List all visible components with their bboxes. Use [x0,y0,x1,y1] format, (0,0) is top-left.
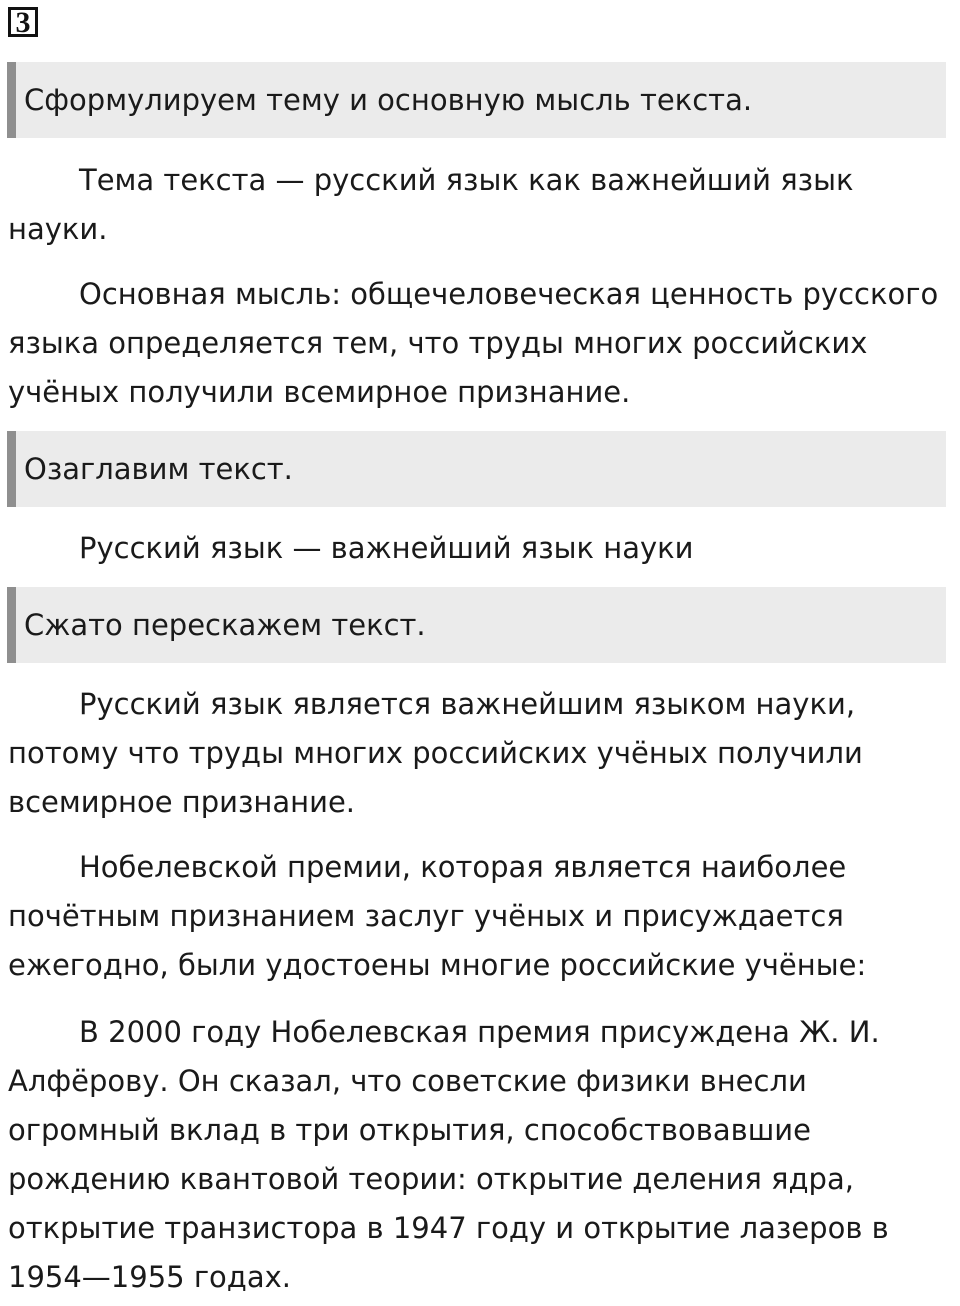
text-line: всемирное признание. [8,785,356,819]
text-line: Алфёрову. Он сказал, что советские физики внесли [8,1064,807,1098]
text-line: огромный вклад в три открытия, способствовавшие [8,1113,811,1147]
paragraph-retelling-1 [8,680,948,827]
text-line: науки. [8,212,108,246]
task-number-box: 3 [8,7,38,37]
text-line: потому что труды многих российских учёных получили [8,736,863,770]
text-line: открытие транзистора в 1947 году и открытие лазеров в [8,1211,889,1245]
text-line: В 2000 году Нобелевская премия присуждена Ж. И. [79,1015,880,1049]
section-heading-topic: Сформулируем тему и основную мысль текста. [7,62,946,138]
text-line: Основная мысль: общечеловеческая ценность русского [79,277,939,311]
text-line: почётным признанием заслуг учёных и присуждается [8,899,844,933]
text-line: Нобелевской премии, которая является наиболее [79,850,847,884]
text-line: 1954—1955 годах. [8,1260,292,1294]
text-line: Русский язык является важнейшим языком науки, [79,687,856,721]
text-line: Русский язык — важнейший язык науки [79,531,694,565]
text-line: ежегодно, были удостоены многие российские учёные: [8,948,867,982]
text-line: рождению квантовой теории: открытие деления ядра, [8,1162,854,1196]
paragraph-retelling-3 [8,1008,948,1302]
text-line: учёных получили всемирное признание. [8,375,631,409]
paragraph-title [8,524,948,573]
text-line: Тема текста — русский язык как важнейший язык [79,163,854,197]
paragraph-retelling-2 [8,843,948,990]
section-heading-title: Озаглавим текст. [7,431,946,507]
text-line: языка определяется тем, что труды многих российских [8,326,868,360]
section-heading-retelling: Сжато перескажем текст. [7,587,946,663]
paragraph-main-idea [8,270,948,417]
paragraph-topic [8,156,948,254]
